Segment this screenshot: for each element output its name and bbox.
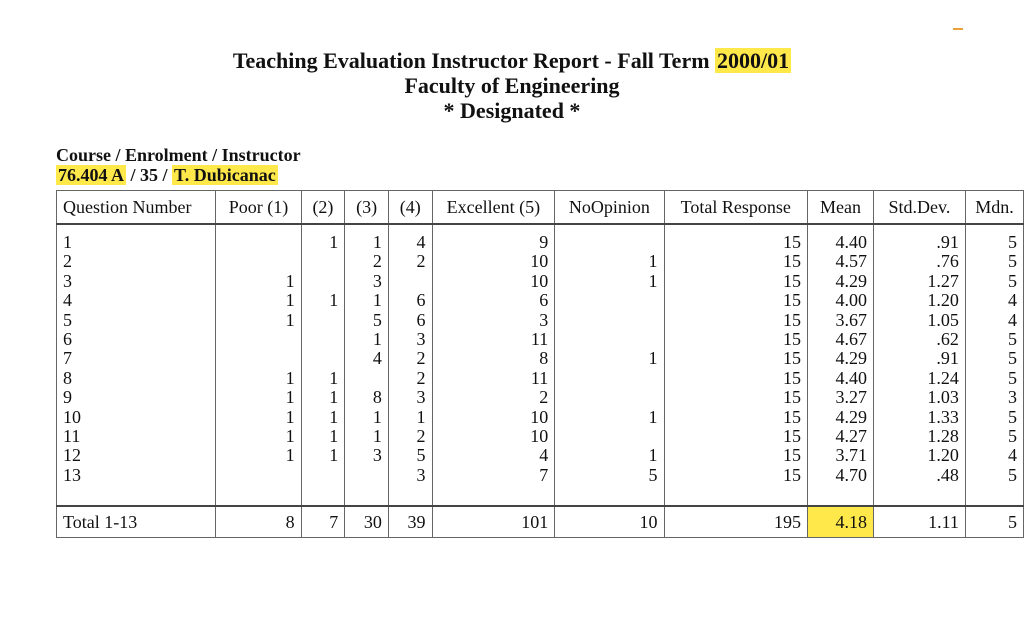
table-cell: 4	[965, 446, 1023, 465]
table-cell: 7	[432, 466, 555, 485]
table-cell: 10	[57, 408, 216, 427]
table-row	[57, 388, 1024, 407]
table-cell	[301, 272, 345, 291]
table-cell: 5	[965, 233, 1023, 252]
column-header: Mdn.	[965, 191, 1023, 225]
table-cell: 15	[664, 252, 808, 271]
table-row	[57, 252, 1024, 271]
table-cell: 1	[216, 388, 301, 407]
table-cell: 15	[664, 330, 808, 349]
total-cell: 30	[345, 506, 389, 538]
column-header: Poor (1)	[216, 191, 301, 225]
table-cell: 5	[965, 466, 1023, 485]
table-cell: 15	[664, 466, 808, 485]
table-cell: 8	[432, 349, 555, 368]
table-cell: 4	[965, 311, 1023, 330]
table-row	[57, 272, 1024, 291]
table-cell: 4.57	[808, 252, 874, 271]
table-cell: 1.24	[873, 369, 965, 388]
table-cell	[301, 311, 345, 330]
total-cell: 195	[664, 506, 808, 538]
table-cell: 1	[345, 330, 389, 349]
table-cell: 1	[301, 427, 345, 446]
table-body	[57, 224, 1024, 506]
table-cell: 1	[388, 408, 432, 427]
table-cell: 3	[965, 388, 1023, 407]
table-cell: 4.70	[808, 466, 874, 485]
table-cell: 4	[345, 349, 389, 368]
table-cell	[555, 388, 664, 407]
table-cell: 5	[57, 311, 216, 330]
table-cell: 4	[57, 291, 216, 310]
table-cell: 15	[664, 369, 808, 388]
total-cell: 5	[965, 506, 1023, 538]
table-cell: 2	[57, 252, 216, 271]
column-header: NoOpinion	[555, 191, 664, 225]
table-cell: 4	[432, 446, 555, 465]
table-row	[57, 330, 1024, 349]
table-cell: 1	[216, 311, 301, 330]
table-cell: 4	[965, 291, 1023, 310]
table-row	[57, 291, 1024, 310]
table-cell	[301, 252, 345, 271]
table-cell: 2	[388, 369, 432, 388]
table-cell: 1	[216, 291, 301, 310]
stray-mark	[953, 28, 963, 30]
table-cell: 1	[345, 233, 389, 252]
evaluation-table	[56, 190, 1024, 538]
table-cell: 4.29	[808, 272, 874, 291]
table-row	[57, 311, 1024, 330]
table-cell: 1	[301, 388, 345, 407]
table-cell: 5	[555, 466, 664, 485]
table-cell: 1.33	[873, 408, 965, 427]
table-row	[57, 466, 1024, 485]
table-cell: 15	[664, 349, 808, 368]
table-cell: 13	[57, 466, 216, 485]
table-cell: 6	[388, 291, 432, 310]
table-cell: 5	[345, 311, 389, 330]
table-cell	[555, 427, 664, 446]
table-cell: 5	[388, 446, 432, 465]
table-cell: .76	[873, 252, 965, 271]
total-cell: 1.11	[873, 506, 965, 538]
table-cell: 1	[216, 427, 301, 446]
table-cell: 3	[345, 446, 389, 465]
table-cell: 6	[432, 291, 555, 310]
table-cell: 2	[345, 252, 389, 271]
table-cell	[301, 349, 345, 368]
table-cell	[301, 330, 345, 349]
column-header: (4)	[388, 191, 432, 225]
table-cell: 4.29	[808, 349, 874, 368]
table-cell: 1	[345, 408, 389, 427]
overall-mean-highlight: 4.18	[808, 506, 874, 538]
table-cell: 10	[432, 408, 555, 427]
table-cell: .91	[873, 349, 965, 368]
table-footer	[57, 506, 1024, 538]
table-cell: .48	[873, 466, 965, 485]
table-row	[57, 446, 1024, 465]
header-row	[57, 191, 1024, 225]
table-cell: 1	[216, 369, 301, 388]
table-cell: 1	[301, 446, 345, 465]
table-cell: 1	[301, 369, 345, 388]
table-cell	[555, 311, 664, 330]
table-cell: 1	[301, 291, 345, 310]
table-cell: 6	[57, 330, 216, 349]
table-cell: 8	[57, 369, 216, 388]
table-cell: 9	[57, 388, 216, 407]
table-cell: 1	[555, 349, 664, 368]
table-cell: 1	[555, 272, 664, 291]
table-cell	[216, 466, 301, 485]
table-row	[57, 369, 1024, 388]
total-row	[57, 506, 1024, 538]
table-cell: .91	[873, 233, 965, 252]
table-cell: 1	[216, 446, 301, 465]
table-cell: 1	[216, 272, 301, 291]
table-cell: 15	[664, 388, 808, 407]
table-cell: 4.27	[808, 427, 874, 446]
table-row	[57, 427, 1024, 446]
column-header: Mean	[808, 191, 874, 225]
table-row	[57, 408, 1024, 427]
table-cell	[388, 272, 432, 291]
total-cell: 7	[301, 506, 345, 538]
course-info-values: 76.404 A / 35 / T. Dubicanac	[58, 165, 276, 185]
table-cell: 1	[216, 408, 301, 427]
table-cell: 3	[388, 388, 432, 407]
table-cell	[345, 369, 389, 388]
total-cell: 10	[555, 506, 664, 538]
table-cell: 2	[388, 427, 432, 446]
table-cell: 15	[664, 272, 808, 291]
table-cell: 11	[432, 369, 555, 388]
column-header: Std.Dev.	[873, 191, 965, 225]
total-cell: 39	[388, 506, 432, 538]
table-header	[57, 191, 1024, 225]
table-cell: 3	[388, 466, 432, 485]
table-cell: 3	[388, 330, 432, 349]
table-cell	[216, 349, 301, 368]
table-cell	[301, 466, 345, 485]
table-cell: 5	[965, 349, 1023, 368]
table-cell	[216, 233, 301, 252]
table-cell: 2	[388, 349, 432, 368]
table-cell: 2	[388, 252, 432, 271]
table-cell: 11	[432, 330, 555, 349]
table-cell	[345, 466, 389, 485]
table-cell: 8	[345, 388, 389, 407]
table-cell: 5	[965, 369, 1023, 388]
table-cell: 4.00	[808, 291, 874, 310]
table-cell	[216, 330, 301, 349]
table-cell: 3	[57, 272, 216, 291]
table-cell: 1	[555, 446, 664, 465]
course-code: 76.404 A	[58, 165, 125, 185]
table-cell: 1	[57, 233, 216, 252]
table-cell: 4.29	[808, 408, 874, 427]
column-header: Excellent (5)	[432, 191, 555, 225]
table-cell: 15	[664, 408, 808, 427]
designation-label: * Designated *	[443, 98, 581, 123]
table-cell: 15	[664, 446, 808, 465]
table-cell: 1	[345, 291, 389, 310]
table-cell: 1	[555, 408, 664, 427]
total-cell: 101	[432, 506, 555, 538]
table-cell	[555, 233, 664, 252]
report-title: Teaching Evaluation Instructor Report - Fall Term 2000/01	[232, 48, 790, 73]
table-cell: 1.20	[873, 446, 965, 465]
instructor-name: T. Dubicanac	[174, 165, 276, 185]
table-cell	[555, 291, 664, 310]
table-cell: 1.20	[873, 291, 965, 310]
table-cell: 1.27	[873, 272, 965, 291]
table-cell: 5	[965, 408, 1023, 427]
table-cell: 1.28	[873, 427, 965, 446]
table-cell: 3.67	[808, 311, 874, 330]
table-cell: 1.03	[873, 388, 965, 407]
table-cell: 5	[965, 330, 1023, 349]
table-cell: 4.40	[808, 233, 874, 252]
table-cell: 3	[345, 272, 389, 291]
table-cell: .62	[873, 330, 965, 349]
table-cell: 6	[388, 311, 432, 330]
table-cell: 5	[965, 427, 1023, 446]
table-cell: 9	[432, 233, 555, 252]
total-cell: 8	[216, 506, 301, 538]
total-cell: Total 1-13	[57, 506, 216, 538]
table-cell	[555, 330, 664, 349]
report-header	[0, 48, 1024, 123]
table-cell: 5	[965, 252, 1023, 271]
table-cell: 10	[432, 427, 555, 446]
column-header: Total Response	[664, 191, 808, 225]
table-cell: 1	[301, 408, 345, 427]
table-cell: 12	[57, 446, 216, 465]
table-cell: 1	[301, 233, 345, 252]
column-header: (2)	[301, 191, 345, 225]
table-cell: 10	[432, 272, 555, 291]
table-cell: 3	[432, 311, 555, 330]
course-info-label: Course / Enrolment / Instructor	[56, 145, 301, 165]
term-year-highlight: 2000/01	[717, 48, 790, 73]
table-cell: 3.71	[808, 446, 874, 465]
table-cell: 5	[965, 272, 1023, 291]
table-cell: 1.05	[873, 311, 965, 330]
course-info	[56, 145, 301, 185]
table-spacer	[57, 485, 1024, 506]
table-cell: 7	[57, 349, 216, 368]
table-cell: 1	[555, 252, 664, 271]
table-row	[57, 349, 1024, 368]
table-cell	[216, 252, 301, 271]
column-header: (3)	[345, 191, 389, 225]
table-cell: 15	[664, 291, 808, 310]
table-cell	[555, 369, 664, 388]
table-cell: 10	[432, 252, 555, 271]
table-cell: 15	[664, 427, 808, 446]
table-cell: 4	[388, 233, 432, 252]
table-cell: 15	[664, 233, 808, 252]
table-cell: 2	[432, 388, 555, 407]
table-row	[57, 233, 1024, 252]
table-cell: 15	[664, 311, 808, 330]
table-cell: 11	[57, 427, 216, 446]
table-cell: 1	[345, 427, 389, 446]
column-header: Question Number	[57, 191, 216, 225]
table-cell: 4.40	[808, 369, 874, 388]
enrolment-count: 35	[140, 165, 159, 185]
table-cell: 3.27	[808, 388, 874, 407]
faculty-name: Faculty of Engineering	[404, 73, 620, 98]
table-cell: 4.67	[808, 330, 874, 349]
